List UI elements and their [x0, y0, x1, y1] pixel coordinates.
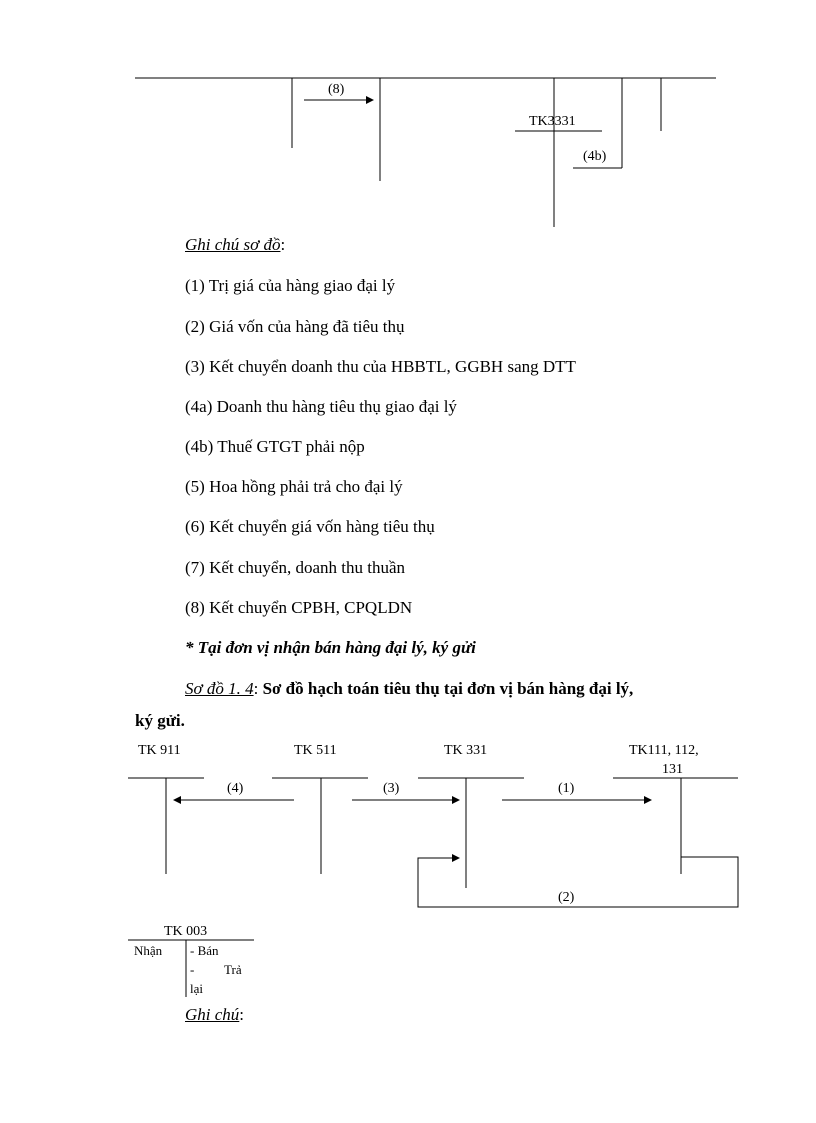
figure-caption-line2: ký gửi. — [135, 711, 185, 730]
tk111-label-line1: TK111, 112, — [629, 743, 699, 758]
tk111-label-line2: 131 — [662, 762, 683, 777]
legend-item: (5) Hoa hồng phải trả cho đại lý — [185, 477, 403, 496]
arrow-2-label: (2) — [558, 890, 575, 905]
legend-heading: Ghi chú sơ đồ: — [185, 235, 286, 254]
tk911-label: TK 911 — [138, 743, 181, 758]
tk003-right-line2a: - — [190, 962, 195, 977]
legend2-heading: Ghi chú: — [185, 1005, 245, 1024]
tk511-label: TK 511 — [294, 743, 337, 758]
legend-item: (7) Kết chuyển, doanh thu thuần — [185, 558, 405, 577]
arrow-8-label: (8) — [328, 82, 345, 97]
legend-item: (8) Kết chuyển CPBH, CPQLDN — [185, 598, 413, 617]
legend-item: (4b) Thuế GTGT phải nộp — [185, 437, 365, 456]
arrow-4-label: (4) — [227, 781, 244, 796]
tk003-right-line2b: Trả — [224, 962, 242, 977]
section-heading: * Tại đơn vị nhận bán hàng đại lý, ký gửi — [185, 638, 476, 657]
legend-item: (6) Kết chuyển giá vốn hàng tiêu thụ — [185, 517, 435, 536]
figure-caption: Sơ đồ 1. 4: Sơ đồ hạch toán tiêu thụ tại đơn vị bán hàng đại lý, — [185, 679, 634, 698]
arrow-4b-label: (4b) — [583, 149, 607, 164]
arrow-3-label: (3) — [383, 781, 400, 796]
tk003-right-line1: - Bán — [190, 943, 219, 958]
tk331-label: TK 331 — [444, 743, 488, 758]
tk003-title: TK 003 — [164, 924, 208, 939]
legend-item: (1) Trị giá của hàng giao đại lý — [185, 276, 396, 295]
arrow-1-label: (1) — [558, 781, 575, 796]
tk003-right-line3: lại — [190, 981, 203, 996]
legend-item: (2) Giá vốn của hàng đã tiêu thụ — [185, 317, 405, 336]
tk3331-label: TK3331 — [529, 114, 576, 129]
legend-item: (4a) Doanh thu hàng tiêu thụ giao đại lý — [185, 397, 457, 416]
legend-item: (3) Kết chuyển doanh thu của HBBTL, GGBH sang DTT — [185, 357, 576, 376]
tk003-left: Nhận — [134, 943, 163, 958]
